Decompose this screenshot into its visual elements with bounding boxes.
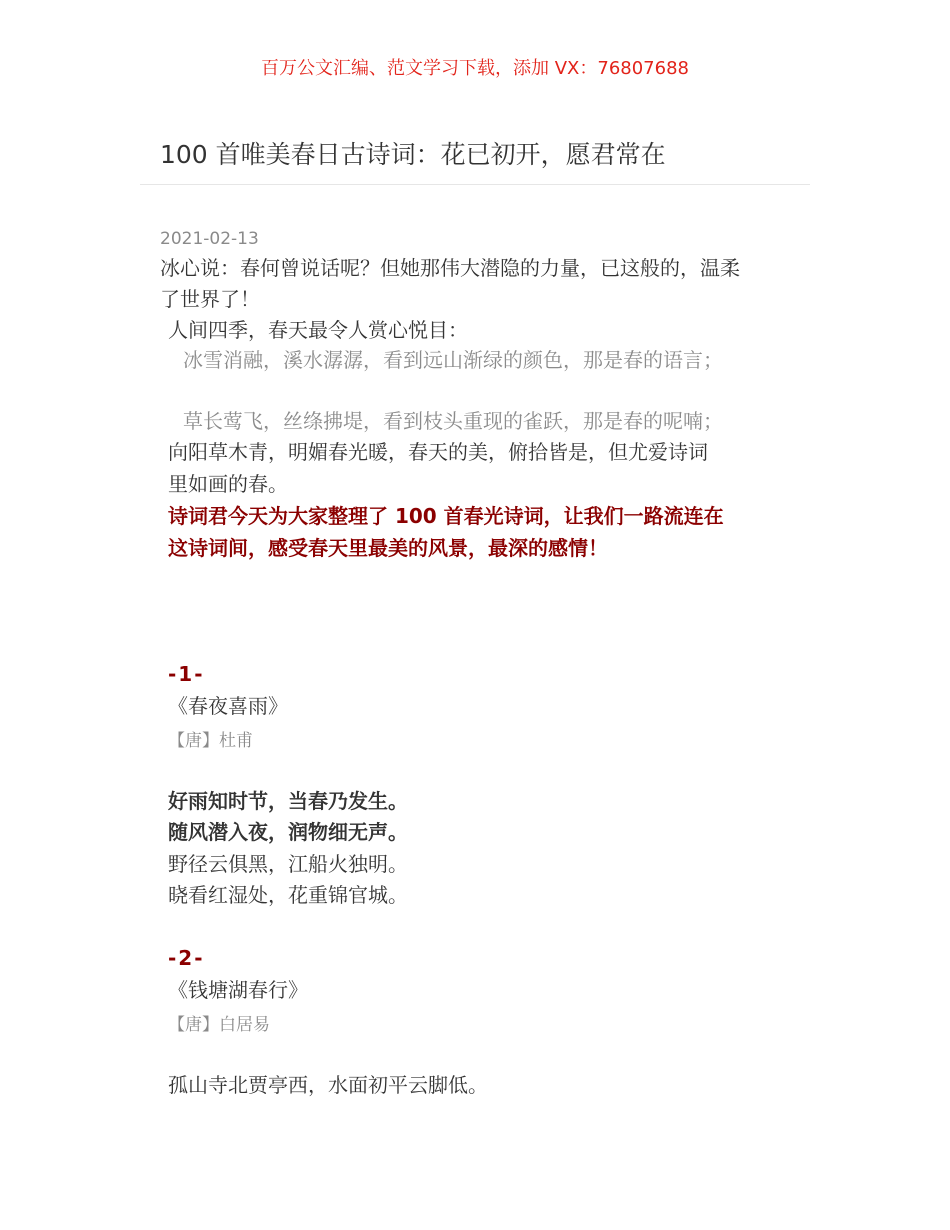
highlight-line: 诗词君今天为大家整理了 100 首春光诗词，让我们一路流连在 bbox=[168, 504, 724, 528]
intro-line: 草长莺飞，丝绦拂堤，看到枝头重现的雀跃，那是春的呢喃； bbox=[183, 409, 723, 433]
intro-line: 冰雪消融，溪水潺潺，看到远山渐绿的颜色，那是春的语言； bbox=[183, 348, 723, 372]
intro-line: 人间四季，春天最令人赏心悦目： bbox=[168, 318, 468, 342]
poem-line: 野径云俱黑，江船火独明。 bbox=[168, 852, 408, 876]
poem-title: 《春夜喜雨》 bbox=[168, 694, 288, 718]
poem-line: 好雨知时节，当春乃发生。 bbox=[168, 789, 408, 813]
title-divider bbox=[140, 184, 810, 185]
intro-line: 冰心说：春何曾说话呢？但她那伟大潜隐的力量，已这般的，温柔 bbox=[160, 256, 740, 280]
poem-author: 【唐】白居易 bbox=[168, 1015, 270, 1035]
poem-author: 【唐】杜甫 bbox=[168, 731, 253, 751]
promo-header: 百万公文汇编、范文学习下载，添加 VX：76807688 bbox=[261, 58, 689, 79]
poem-number: -1- bbox=[168, 662, 205, 686]
poem-line: 随风潜入夜，润物细无声。 bbox=[168, 820, 408, 844]
intro-line: 里如画的春。 bbox=[168, 472, 288, 496]
intro-line: 了世界了！ bbox=[160, 287, 260, 311]
poem-line: 孤山寺北贾亭西，水面初平云脚低。 bbox=[168, 1073, 488, 1097]
article-title: 100 首唯美春日古诗词：花已初开，愿君常在 bbox=[160, 140, 666, 169]
publish-date: 2021-02-13 bbox=[160, 229, 259, 249]
poem-number: -2- bbox=[168, 946, 205, 970]
highlight-line: 这诗词间，感受春天里最美的风景，最深的感情！ bbox=[168, 536, 608, 560]
poem-title: 《钱塘湖春行》 bbox=[168, 978, 308, 1002]
poem-line: 晓看红湿处，花重锦官城。 bbox=[168, 883, 408, 907]
intro-line: 向阳草木青，明媚春光暖，春天的美，俯拾皆是，但尤爱诗词 bbox=[168, 440, 708, 464]
